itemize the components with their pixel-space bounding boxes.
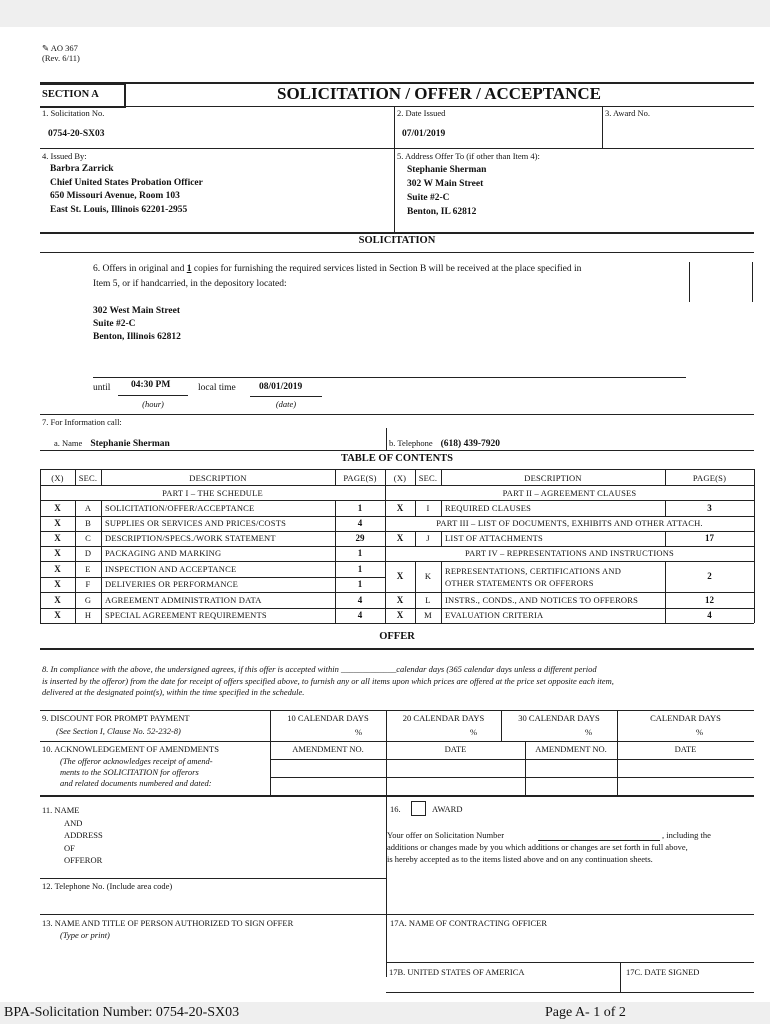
offeror-label-line: 11. NAME xyxy=(42,805,80,815)
toc-desc: DESCRIPTION/SPECS./WORK STATEMENT xyxy=(105,533,276,543)
form-code-text: AO 367 xyxy=(50,43,78,53)
address-offer-line: Benton, IL 62812 xyxy=(407,207,477,217)
solicitation-no-label: 1. Solicitation No. xyxy=(42,108,105,118)
award-checkbox[interactable] xyxy=(411,801,426,816)
toc-part2: PART II – AGREEMENT CLAUSES xyxy=(502,488,637,498)
toc-desc: SOLICITATION/OFFER/ACCEPTANCE xyxy=(105,503,255,513)
toc-col-x-right: (X) xyxy=(393,473,407,483)
depository-line: 302 West Main Street xyxy=(93,306,180,316)
section-label: SECTION A xyxy=(42,89,99,100)
toc-col-x-left: (X) xyxy=(51,473,64,483)
toc-mark: X xyxy=(54,610,61,620)
toc-col-pages-right: PAGE(S) xyxy=(692,473,727,483)
amend-no-col-1: AMENDMENT NO. xyxy=(292,744,364,754)
date-caption: (date) xyxy=(275,399,297,409)
discount-col-30: 30 CALENDAR DAYS xyxy=(518,713,600,723)
award-label: AWARD xyxy=(432,804,463,814)
pct-sign: % xyxy=(355,727,363,737)
offeror-label-line: OF xyxy=(64,842,75,853)
offeror-label-line: OFFEROR xyxy=(64,855,103,865)
toc-pages: 4 xyxy=(357,518,363,528)
toc-mark: X xyxy=(54,579,61,589)
amend-no-col-2: AMENDMENT NO. xyxy=(535,744,607,754)
date-issued: 07/01/2019 xyxy=(402,129,446,139)
toc-pages: 3 xyxy=(707,503,712,513)
pct-sign: % xyxy=(470,727,478,737)
depository-address xyxy=(93,305,181,344)
toc-desc: PACKAGING AND MARKING xyxy=(105,548,222,558)
award-text-a: Your offer on Solicitation Number xyxy=(387,830,505,840)
discount-label: 9. DISCOUNT FOR PROMPT PAYMENT xyxy=(42,713,190,723)
pct-sign: % xyxy=(696,727,704,737)
award-line-2: additions or changes made by you which additions or changes are set forth in full above, xyxy=(387,842,688,852)
toc-sec: D xyxy=(84,548,92,558)
due-date: 08/01/2019 xyxy=(259,382,303,392)
toc-desc: DELIVERIES OR PERFORMANCE xyxy=(105,579,238,589)
toc-pages: 1 xyxy=(357,579,363,589)
contact-tel-row xyxy=(389,433,500,451)
amend-date-col-1: DATE xyxy=(444,744,467,754)
discount-col-10: 10 CALENDAR DAYS xyxy=(287,713,369,723)
contact-name: Stephanie Sherman xyxy=(90,439,170,449)
toc-pages: 1 xyxy=(357,503,363,513)
toc-desc: AGREEMENT ADMINISTRATION DATA xyxy=(105,595,262,605)
address-offer-line: Suite #2-C xyxy=(407,193,450,203)
footer-page-number: Page A- 1 of 2 xyxy=(545,1005,626,1020)
toc-sec: M xyxy=(424,610,432,620)
form-revision: (Rev. 6/11) xyxy=(42,53,80,63)
toc-sec: J xyxy=(426,533,430,543)
pct-sign: % xyxy=(585,727,593,737)
until-label: until xyxy=(93,383,111,393)
footer-solicitation-number: BPA-Solicitation Number: 0754-20-SX03 xyxy=(4,1005,240,1020)
item6-text xyxy=(93,264,581,274)
toc-desc: EVALUATION CRITERIA xyxy=(445,610,544,620)
toc-pages: 1 xyxy=(357,548,363,558)
issued-by-line: 650 Missouri Avenue, Room 103 xyxy=(50,191,180,201)
toc-mark: X xyxy=(54,548,61,558)
toc-desc: INSPECTION AND ACCEPTANCE xyxy=(105,564,237,574)
hour-caption: (hour) xyxy=(142,399,164,409)
amend-date-col-2: DATE xyxy=(674,744,697,754)
toc-desc xyxy=(445,565,621,589)
toc-desc-line: OTHER STATEMENTS OR OFFERORS xyxy=(445,578,594,588)
top-margin-bar xyxy=(0,0,770,27)
item8-line: is inserted by the offeror) from the date for receipt of offers specified above, to furnish any or all items upon which prices are offered at the price set opposite each item, xyxy=(42,675,614,686)
toc-desc: INSTRS., CONDS., AND NOTICES TO OFFERORS xyxy=(445,595,639,605)
toc-mark: X xyxy=(54,595,61,605)
toc-pages: 4 xyxy=(357,595,363,605)
toc-desc: LIST OF ATTACHMENTS xyxy=(445,533,543,543)
toc-mark: X xyxy=(54,503,61,513)
toc-part1: PART I – THE SCHEDULE xyxy=(162,488,263,498)
item8-text xyxy=(42,664,614,699)
form-title: SOLICITATION / OFFER / ACCEPTANCE xyxy=(277,84,601,103)
address-offer xyxy=(407,163,486,219)
due-time: 04:30 PM xyxy=(131,380,171,390)
discount-sub: (See Section I, Clause No. 52-232-8) xyxy=(56,726,181,736)
toc-pages: 12 xyxy=(705,595,714,605)
toc-sec: L xyxy=(425,595,431,605)
award-no-label: 3. Award No. xyxy=(605,108,651,118)
name-label: a. Name xyxy=(54,438,83,448)
toc-sec: F xyxy=(85,579,91,589)
award-line-1 xyxy=(387,830,504,840)
item6-text-b: copies for furnishing the required services listed in Section B will be received at the place specified in xyxy=(191,264,582,274)
usa-label: 17B. UNITED STATES OF AMERICA xyxy=(389,967,525,977)
award-text-b: , including the xyxy=(662,830,711,840)
toc-mark: X xyxy=(396,595,404,605)
address-offer-label: 5. Address Offer To (if other than Item 4): xyxy=(397,151,540,161)
toc-mark: X xyxy=(54,533,61,543)
solicitation-no: 0754-20-SX03 xyxy=(48,129,105,139)
toc-pages: 4 xyxy=(357,610,363,620)
address-offer-line: Stephanie Sherman xyxy=(407,165,487,175)
offeror-name-address-label xyxy=(42,804,103,867)
toc-sec: H xyxy=(84,610,92,620)
signer-label: 13. NAME AND TITLE OF PERSON AUTHORIZED TO SIGN OFFER xyxy=(42,918,294,928)
contact-tel: (618) 439-7920 xyxy=(440,439,500,449)
toc-col-pages-left: PAGE(S) xyxy=(343,473,377,483)
toc-col-sec-right: SEC. xyxy=(418,473,438,483)
offeror-label-line: ADDRESS xyxy=(64,830,103,840)
pen-icon: ✎ xyxy=(42,43,50,53)
offer-heading: OFFER xyxy=(379,631,415,642)
contracting-officer-label: 17A. NAME OF CONTRACTING OFFICER xyxy=(390,918,548,928)
tel-label: b. Telephone xyxy=(389,438,433,448)
discount-col-20: 20 CALENDAR DAYS xyxy=(402,713,485,723)
depository-line: Suite #2-C xyxy=(93,319,136,329)
ack-sub xyxy=(60,756,213,789)
item8-line: 8. In compliance with the above, the undersigned agrees, if this offer is accepted within _____________calendar days (365 calendar days unless a different period xyxy=(42,664,597,674)
toc-mark: X xyxy=(396,571,404,581)
toc-sec: A xyxy=(84,503,92,513)
toc-mark: X xyxy=(396,610,404,620)
toc-part3: PART III – LIST OF DOCUMENTS, EXHIBITS AND OTHER ATTACH. xyxy=(436,518,703,528)
toc-desc: SUPPLIES OR SERVICES AND PRICES/COSTS xyxy=(105,518,287,528)
date-issued-label: 2. Date Issued xyxy=(397,108,446,118)
toc-desc: REQUIRED CLAUSES xyxy=(445,503,532,513)
ack-sub-line: (The offeror acknowledges receipt of amend- xyxy=(60,756,213,766)
ack-sub-line: and related documents numbered and dated: xyxy=(60,778,212,788)
signer-sub: (Type or print) xyxy=(60,930,110,940)
form-code xyxy=(42,44,78,53)
discount-col-other: CALENDAR DAYS xyxy=(650,713,721,723)
issued-by-label: 4. Issued By: xyxy=(42,151,87,161)
toc-sec: E xyxy=(85,564,91,574)
toc-sec: I xyxy=(426,503,430,513)
award-line-3: is hereby accepted as to the items listed above and on any continuation sheets. xyxy=(387,854,653,864)
issued-by-address xyxy=(50,163,203,217)
toc-desc: SPECIAL AGREEMENT REQUIREMENTS xyxy=(105,610,267,620)
info-label: 7. For Information call: xyxy=(42,417,122,427)
toc-heading: TABLE OF CONTENTS xyxy=(340,453,454,464)
toc-mark: X xyxy=(54,564,61,574)
toc-pages: 17 xyxy=(705,533,714,543)
date-signed-label: 17C. DATE SIGNED xyxy=(626,967,700,977)
toc-mark: X xyxy=(396,503,404,513)
toc-mark: X xyxy=(396,533,404,543)
toc-pages: 2 xyxy=(707,571,712,581)
toc-pages: 1 xyxy=(357,564,363,574)
toc-pages: 29 xyxy=(355,533,365,543)
ack-label: 10. ACKNOWLEDGEMENT OF AMENDMENTS xyxy=(42,744,219,754)
toc-col-desc-left: DESCRIPTION xyxy=(189,473,247,483)
ack-sub-line: ments to the SOLICITATION for offerors xyxy=(60,767,199,777)
toc-col-sec-left: SEC. xyxy=(78,473,98,483)
toc-sec: C xyxy=(85,533,91,543)
depository-line: Benton, Illinois 62812 xyxy=(93,332,181,342)
toc-mark: X xyxy=(54,518,61,528)
contact-name-row xyxy=(54,433,170,451)
award-num: 16. xyxy=(390,804,401,814)
local-time-label: local time xyxy=(198,383,236,393)
issued-by-line: East St. Louis, Illinois 62201-2955 xyxy=(50,204,188,215)
item8-line: delivered at the designated point(s), within the time specified in the schedule. xyxy=(42,687,305,697)
toc-desc-line: REPRESENTATIONS, CERTIFICATIONS AND xyxy=(445,566,622,576)
offeror-label-line: AND xyxy=(64,817,83,828)
solicitation-heading: SOLICITATION xyxy=(358,235,436,246)
address-offer-line: 302 W Main Street xyxy=(407,179,484,189)
issued-by-line: Chief United States Probation Officer xyxy=(50,177,203,188)
issued-by-line: Barbra Zarrick xyxy=(50,164,114,174)
item6-text-c: Item 5, or if handcarried, in the depository located: xyxy=(93,279,287,289)
toc-part4: PART IV – REPRESENTATIONS AND INSTRUCTIONS xyxy=(465,548,674,558)
item6-text-a: 6. Offers in original and xyxy=(93,264,187,274)
toc-pages: 4 xyxy=(707,610,712,620)
toc-col-desc-right: DESCRIPTION xyxy=(524,473,582,483)
toc-sec: K xyxy=(424,571,432,581)
phone-label: 12. Telephone No. (Include area code) xyxy=(42,881,173,891)
toc-sec: G xyxy=(84,595,92,605)
toc-sec: B xyxy=(85,518,91,528)
copies-count: 1 xyxy=(186,264,192,274)
